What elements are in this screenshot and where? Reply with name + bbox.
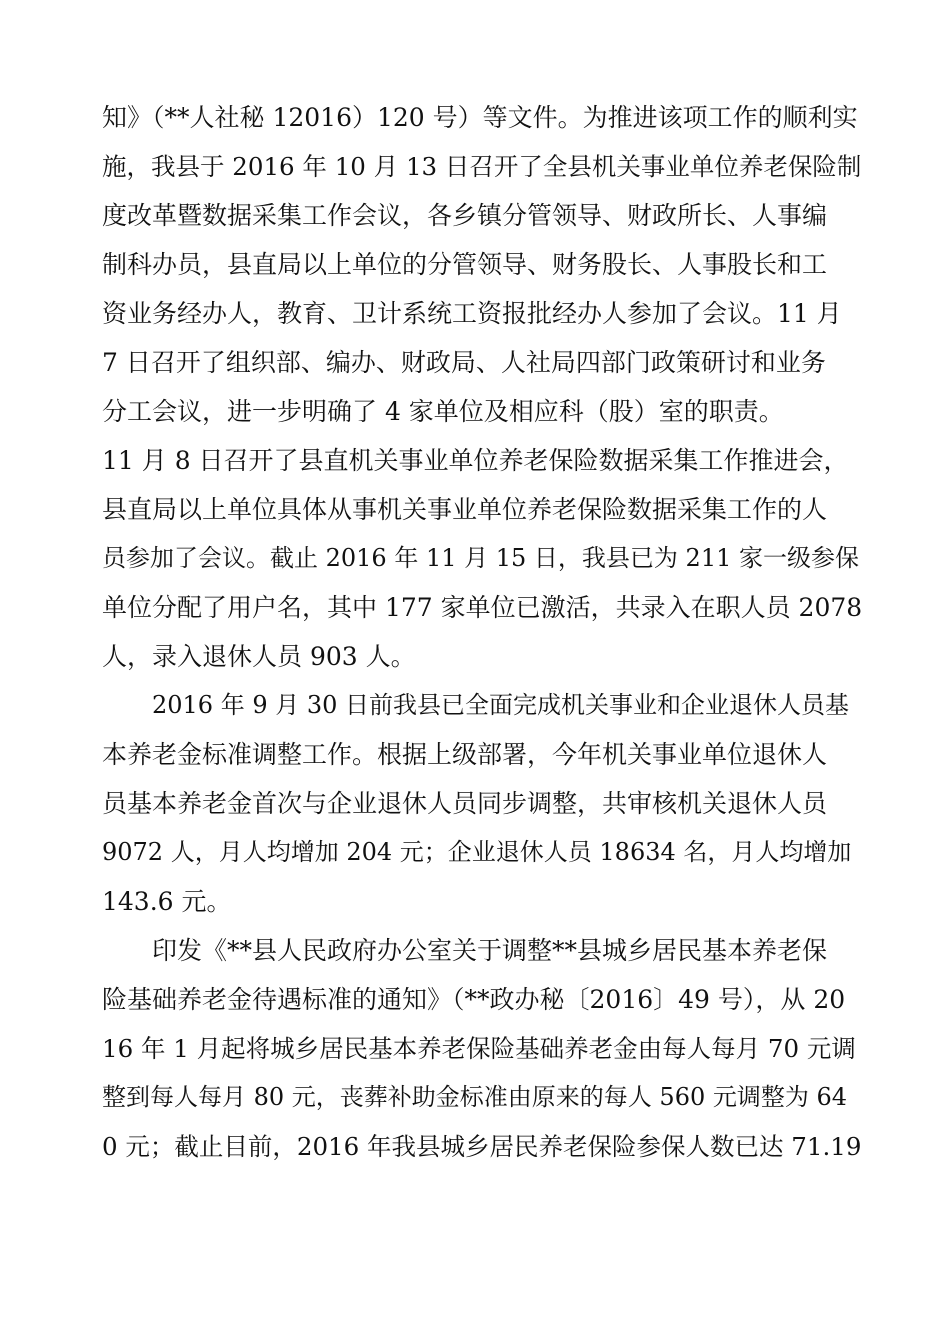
text-line: 资业务经办人，教育、卫计系统工资报批经办人参加了会议。11 月 [102, 299, 842, 328]
text-line: 11 月 8 日召开了县直机关事业单位养老保险数据采集工作推进会， [102, 446, 849, 475]
text-line: 9072 人，月人均增加 204 元；企业退休人员 18634 名，月人均增加 [102, 838, 852, 866]
text-line: 施，我县于 2016 年 10 月 13 日召开了全县机关事业单位养老保险制 [102, 152, 862, 181]
text-line: 整到每人每月 80 元，丧葬补助金标准由原来的每人 560 元调整为 64 [102, 1083, 848, 1111]
text-line: 本养老金标准调整工作。根据上级部署，今年机关事业单位退休人 [102, 740, 828, 769]
text-line: 员参加了会议。截止 2016 年 11 月 15 日，我县已为 211 家一级参保 [102, 544, 859, 572]
text-line: 县直局以上单位具体从事机关事业单位养老保险数据采集工作的人 [102, 495, 828, 524]
text-line: 人，录入退休人员 903 人。 [102, 642, 416, 671]
text-line: 0 元；截止目前，2016 年我县城乡居民养老保险参保人数已达 71.19 [102, 1132, 862, 1161]
text-line: 单位分配了用户名，其中 177 家单位已激活，共录入在职人员 2078 [102, 593, 862, 622]
text-line: 分工会议，进一步明确了 4 家单位及相应科（股）室的职责。 [102, 397, 784, 426]
text-line: 2016 年 9 月 30 日前我县已全面完成机关事业和企业退休人员基 [152, 691, 850, 719]
text-line: 员基本养老金首次与企业退休人员同步调整，共审核机关退休人员 [102, 789, 828, 818]
body-text [102, 93, 862, 1171]
text-line: 制科办员，县直局以上单位的分管领导、财务股长、人事股长和工 [102, 250, 828, 279]
text-line: 度改革暨数据采集工作会议，各乡镇分管领导、财政所长、人事编 [102, 201, 828, 230]
text-line: 7 日召开了组织部、编办、财政局、人社局四部门政策研讨和业务 [102, 348, 826, 377]
text-line: 知》（**人社秘 12016）120 号）等文件。为推进该项工作的顺利实 [102, 103, 858, 132]
text-line: 险基础养老金待遇标准的通知》（**政办秘〔2016〕49 号），从 20 [102, 985, 846, 1014]
text-line: 印发《**县人民政府办公室关于调整**县城乡居民基本养老保 [152, 936, 828, 965]
text-line: 143.6 元。 [102, 887, 232, 916]
text-line: 16 年 1 月起将城乡居民基本养老保险基础养老金由每人每月 70 元调 [102, 1034, 856, 1063]
